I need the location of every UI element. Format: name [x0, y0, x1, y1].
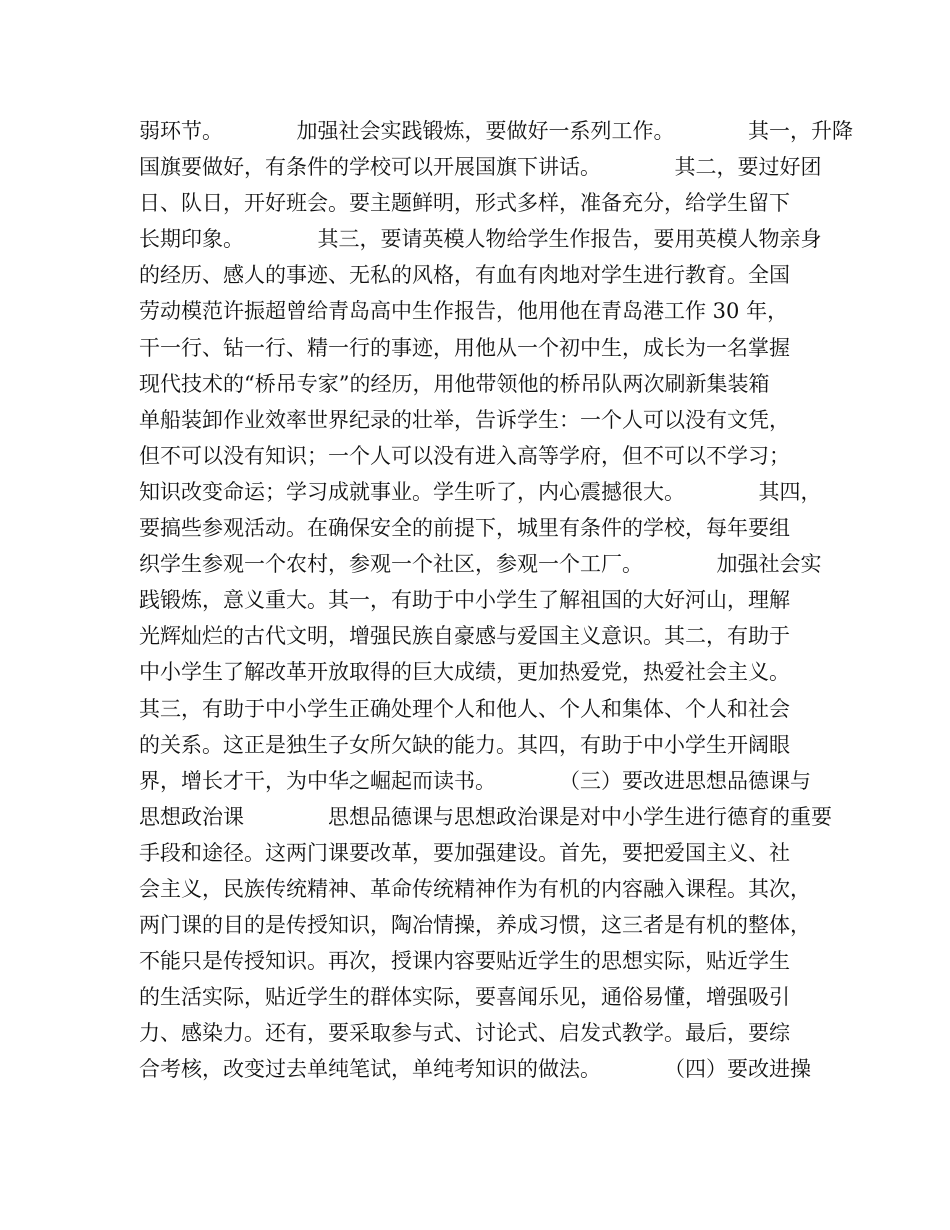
text-line: 思想政治课 思想品德课与思想政治课是对中小学生进行德育的重要	[139, 804, 832, 829]
text-line: 现代技术的“桥吊专家”的经历，用他带领他的桥吊队两次刷新集装箱	[139, 371, 770, 396]
text-line: 的生活实际，贴近学生的群体实际，要喜闻乐见，通俗易懂，增强吸引	[139, 985, 790, 1010]
text-line: 合考核，改变过去单纯笔试，单纯考知识的做法。 （四）要改进操	[139, 1057, 811, 1082]
text-line: 要搞些参观活动。在确保安全的前提下，城里有条件的学校，每年要组	[139, 516, 790, 541]
text-line: 弱环节。 加强社会实践锻炼，要做好一系列工作。 其一，升降	[139, 119, 853, 143]
text-line: 其三，有助于中小学生正确处理个人和他人、个人和集体、个人和社会	[139, 696, 790, 721]
text-line: 单船装卸作业效率世界纪录的壮举，告诉学生：一个人可以没有文凭，	[139, 407, 790, 432]
text-line: 践锻炼，意义重大。其一，有助于中小学生了解祖国的大好河山，理解	[139, 588, 790, 613]
text-line: 但不可以没有知识；一个人可以没有进入高等学府，但不可以不学习；	[139, 443, 790, 468]
text-line: 力、感染力。还有，要采取参与式、讨论式、启发式教学。最后，要综	[139, 1021, 790, 1046]
text-line: 干一行、钻一行、精一行的事迹，用他从一个初中生，成长为一名掌握	[139, 335, 790, 360]
text-line: 知识改变命运；学习成就事业。学生听了，内心震撼很大。 其四，	[139, 479, 822, 504]
text-line: 劳动模范许振超曾给青岛高中生作报告，他用他在青岛港工作 30 年，	[139, 299, 789, 324]
text-line: 的经历、感人的事迹、无私的风格，有血有肉地对学生进行教育。全国	[139, 263, 790, 288]
body-text	[139, 113, 853, 1088]
text-line: 手段和途径。这两门课要改革，要加强建设。首先，要把爱国主义、社	[139, 840, 790, 865]
text-line: 会主义，民族传统精神、革命传统精神作为有机的内容融入课程。其次，	[139, 876, 811, 901]
text-line: 界，增长才干，为中华之崛起而读书。 （三）要改进思想品德课与	[139, 768, 811, 793]
text-line: 的关系。这正是独生子女所欠缺的能力。其四，有助于中小学生开阔眼	[139, 732, 790, 757]
text-line: 织学生参观一个农村，参观一个社区，参观一个工厂。 加强社会实	[139, 552, 822, 577]
text-line: 国旗要做好，有条件的学校可以开展国旗下讲话。 其二，要过好团	[139, 155, 822, 180]
text-line: 中小学生了解改革开放取得的巨大成绩，更加热爱党，热爱社会主义。	[139, 660, 790, 685]
text-line: 两门课的目的是传授知识，陶冶情操，养成习惯，这三者是有机的整体，	[139, 913, 811, 938]
text-line: 不能只是传授知识。再次，授课内容要贴近学生的思想实际，贴近学生	[139, 949, 790, 974]
text-line: 日、队日，开好班会。要主题鲜明，形式多样，准备充分，给学生留下	[139, 191, 790, 216]
text-line: 长期印象。 其三，要请英模人物给学生作报告，要用英模人物亲身	[139, 227, 822, 252]
text-line: 光辉灿烂的古代文明，增强民族自豪感与爱国主义意识。其二，有助于	[139, 624, 790, 649]
